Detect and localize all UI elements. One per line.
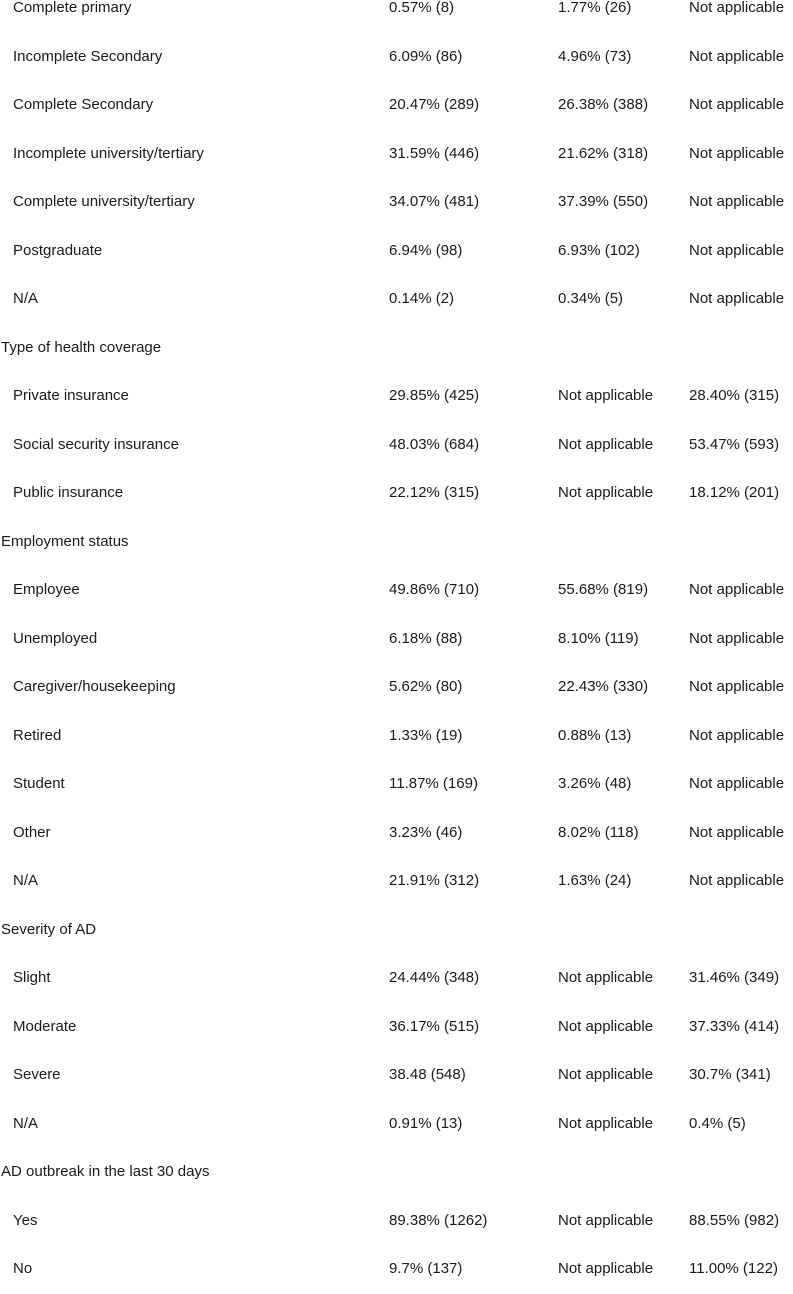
value-cell-3: 31.46% (349) xyxy=(689,969,780,986)
value-cell-3: Not applicable xyxy=(689,241,785,259)
table-section-header-row xyxy=(0,1148,793,1197)
value-cell-2: Not applicable xyxy=(558,484,654,501)
table-row xyxy=(0,1051,793,1100)
value-cell-3: 11.00% (122) xyxy=(689,1260,778,1277)
value-cell-1: 20.47% (289) xyxy=(389,96,480,113)
value-cell-2: 21.62% (318) xyxy=(558,144,649,162)
row-label: Incomplete university/tertiary xyxy=(13,144,204,162)
value-cell-3: 53.47% (593) xyxy=(689,435,780,453)
row-label: Employee xyxy=(13,581,80,598)
section-heading: Employment status xyxy=(1,532,129,550)
row-label: N/A xyxy=(13,872,39,889)
value-cell-3: Not applicable xyxy=(689,872,785,889)
row-label: N/A xyxy=(13,290,39,307)
value-cell-1: 11.87% (169) xyxy=(389,775,478,792)
value-cell-2: 55.68% (819) xyxy=(558,581,649,598)
row-label: Complete Secondary xyxy=(13,96,154,113)
table-section-header-row xyxy=(0,324,793,373)
value-cell-2: Not applicable xyxy=(558,1114,654,1132)
section-heading: Type of health coverage xyxy=(1,338,162,356)
value-cell-3: Not applicable xyxy=(689,96,785,113)
table-row xyxy=(0,178,793,227)
row-label: Social security insurance xyxy=(13,435,179,453)
value-cell-3: Not applicable xyxy=(689,0,785,16)
table-row xyxy=(0,566,793,615)
section-heading: AD outbreak in the last 30 days xyxy=(1,1163,210,1180)
row-label: Yes xyxy=(13,1211,38,1229)
row-label: Other xyxy=(13,823,51,841)
table-row xyxy=(0,1197,793,1246)
value-cell-2: 26.38% (388) xyxy=(558,96,649,113)
value-cell-1: 89.38% (1262) xyxy=(389,1211,488,1229)
value-cell-1: 0.57% (8) xyxy=(389,0,455,16)
value-cell-3: 30.7% (341) xyxy=(689,1066,771,1083)
row-label: Complete university/tertiary xyxy=(13,193,195,210)
row-label: Slight xyxy=(13,969,51,986)
table-row xyxy=(0,712,793,761)
table-row xyxy=(0,33,793,82)
value-cell-2: 6.93% (102) xyxy=(558,241,640,259)
value-cell-2: 4.96% (73) xyxy=(558,47,632,65)
table-row xyxy=(0,954,793,1003)
value-cell-2: 0.34% (5) xyxy=(558,290,624,307)
value-cell-1: 6.18% (88) xyxy=(389,629,463,647)
value-cell-2: 0.88% (13) xyxy=(558,726,632,744)
row-label: Public insurance xyxy=(13,484,124,501)
table-row xyxy=(0,275,793,324)
value-cell-2: Not applicable xyxy=(558,387,654,404)
row-label: Retired xyxy=(13,726,62,744)
table-row xyxy=(0,1003,793,1052)
row-label: No xyxy=(13,1260,33,1277)
value-cell-1: 36.17% (515) xyxy=(389,1017,480,1035)
value-cell-3: Not applicable xyxy=(689,290,785,307)
section-heading: Severity of AD xyxy=(1,920,97,938)
value-cell-2: 1.77% (26) xyxy=(558,0,632,16)
row-label: Incomplete Secondary xyxy=(13,47,163,65)
value-cell-1: 24.44% (348) xyxy=(389,969,480,986)
value-cell-2: Not applicable xyxy=(558,1017,654,1035)
value-cell-1: 29.85% (425) xyxy=(389,387,480,404)
value-cell-3: Not applicable xyxy=(689,581,785,598)
value-cell-3: 28.40% (315) xyxy=(689,387,780,404)
table-row xyxy=(0,857,793,906)
row-label: Unemployed xyxy=(13,629,98,647)
value-cell-2: Not applicable xyxy=(558,1066,654,1083)
value-cell-1: 6.09% (86) xyxy=(389,47,463,65)
table-row xyxy=(0,227,793,276)
table-row xyxy=(0,809,793,858)
value-cell-2: 1.63% (24) xyxy=(558,872,632,889)
value-cell-1: 38.48 (548) xyxy=(389,1066,466,1083)
value-cell-1: 9.7% (137) xyxy=(389,1260,463,1277)
value-cell-2: 8.10% (119) xyxy=(558,629,639,647)
value-cell-2: 3.26% (48) xyxy=(558,775,632,792)
value-cell-3: Not applicable xyxy=(689,678,785,695)
row-label: Moderate xyxy=(13,1017,77,1035)
table-row xyxy=(0,421,793,470)
table-row xyxy=(0,130,793,179)
table-row xyxy=(0,663,793,712)
value-cell-3: 18.12% (201) xyxy=(689,484,780,501)
value-cell-1: 48.03% (684) xyxy=(389,435,480,453)
value-cell-1: 0.14% (2) xyxy=(389,290,455,307)
value-cell-2: Not applicable xyxy=(558,435,654,453)
value-cell-1: 49.86% (710) xyxy=(389,581,480,598)
table-section-header-row xyxy=(0,906,793,955)
value-cell-3: 0.4% (5) xyxy=(689,1114,746,1132)
value-cell-3: 37.33% (414) xyxy=(689,1017,780,1035)
table-row xyxy=(0,1100,793,1149)
table-row xyxy=(0,372,793,421)
row-label: Caregiver/housekeeping xyxy=(13,678,176,695)
value-cell-3: Not applicable xyxy=(689,144,785,162)
value-cell-1: 31.59% (446) xyxy=(389,144,480,162)
value-cell-3: Not applicable xyxy=(689,726,785,744)
value-cell-1: 21.91% (312) xyxy=(389,872,480,889)
table-row xyxy=(0,760,793,809)
value-cell-3: Not applicable xyxy=(689,47,785,65)
row-label: Severe xyxy=(13,1066,61,1083)
value-cell-3: Not applicable xyxy=(689,775,785,792)
table-section-header-row xyxy=(0,518,793,567)
value-cell-3: Not applicable xyxy=(689,823,785,841)
table-row xyxy=(0,615,793,664)
table-row xyxy=(0,81,793,130)
row-label: N/A xyxy=(13,1114,39,1132)
value-cell-1: 34.07% (481) xyxy=(389,193,480,210)
row-label: Postgraduate xyxy=(13,241,103,259)
value-cell-1: 22.12% (315) xyxy=(389,484,480,501)
value-cell-2: Not applicable xyxy=(558,1260,654,1277)
row-label: Complete primary xyxy=(13,0,132,16)
table-row xyxy=(0,1245,793,1294)
value-cell-1: 5.62% (80) xyxy=(389,678,463,695)
value-cell-3: Not applicable xyxy=(689,629,785,647)
value-cell-1: 3.23% (46) xyxy=(389,823,463,841)
value-cell-1: 1.33% (19) xyxy=(389,726,463,744)
value-cell-3: Not applicable xyxy=(689,193,785,210)
row-label: Student xyxy=(13,775,65,792)
value-cell-2: Not applicable xyxy=(558,1211,654,1229)
value-cell-2: 22.43% (330) xyxy=(558,678,649,695)
table-row xyxy=(0,0,793,33)
value-cell-2: 37.39% (550) xyxy=(558,193,649,210)
row-label: Private insurance xyxy=(13,387,129,404)
value-cell-3: 88.55% (982) xyxy=(689,1211,780,1229)
value-cell-1: 0.91% (13) xyxy=(389,1114,463,1132)
value-cell-2: Not applicable xyxy=(558,969,654,986)
table-row xyxy=(0,469,793,518)
value-cell-2: 8.02% (118) xyxy=(558,823,639,841)
value-cell-1: 6.94% (98) xyxy=(389,241,463,259)
